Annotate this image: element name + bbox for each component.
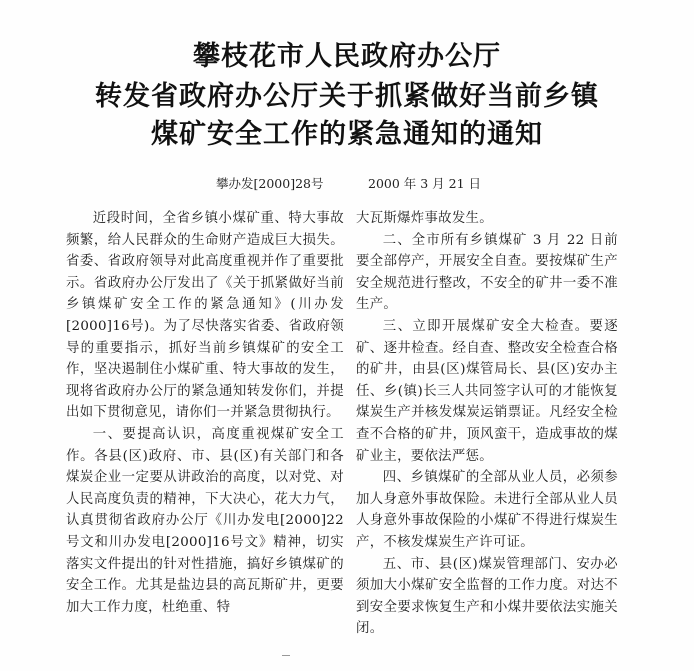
right-column xyxy=(356,208,618,640)
left-column xyxy=(66,208,344,618)
paragraph-continued: 大瓦斯爆炸事故发生。 xyxy=(356,211,493,226)
paragraph-item-3: 三、立即开展煤矿安全大检查。要逐矿、逐井检查。经自查、整改安全检查合格的矿井，由县(区)煤管局长、县(区)安办主任、乡(镇)长三人共同签字认可的才能恢复煤炭生产并核发煤炭运销票证。凡经安全检查不合格的矿井，顶风蛮干，造成事故的煤矿业主，要依法严惩。 xyxy=(356,318,618,464)
document-date: 2000 年 3 月 21 日 xyxy=(368,176,482,191)
paragraph-item-1: 一、要提高认识，高度重视煤矿安全工作。各县(区)政府、市、县(区)有关部门和各煤炭企业一定要从讲政治的高度，以对党、对人民高度负责的精神，下大决心，花大力气，认真贯彻省政府办公厅《川办发电[2000]22号文和川办发电[2000]16号文》精神，切实落实文件提出的针对性措施，搞好乡镇煤矿的安全工作。尤其是盐边县的高瓦斯矿井，更要加大工作力度，杜绝重、特 xyxy=(66,426,344,615)
title-line-1: 攀枝花市人民政府办公厅 xyxy=(193,41,501,72)
paragraph-item-4: 四、乡镇煤矿的全部从业人员，必须参加人身意外事故保险。未进行全部从业人员人身意外事故保险的小煤矿不得进行煤炭生产，不核发煤炭生产许可证。 xyxy=(356,470,618,550)
title-line-3: 煤矿安全工作的紧急通知的通知 xyxy=(151,119,543,150)
document-number: 攀办发[2000]28号 xyxy=(216,176,324,191)
title-line-2: 转发省政府办公厅关于抓紧做好当前乡镇 xyxy=(95,81,599,112)
page-mark xyxy=(282,655,290,656)
paragraph-intro: 近段时间，全省乡镇小煤矿重、特大事故频繁，给人民群众的生命财产造成巨大损失。省委、省政府领导对此高度重视并作了重要批示。省政府办公厅发出了《关于抓紧做好当前乡镇煤矿安全工作的紧急通知》(川办发[2000]16号)。为了尽快落实省委、省政府领导的重要指示，抓好当前乡镇煤矿的安全工作，坚决遏制住小煤矿重、特大事故的发生，现将省政府办公厅的紧急通知转发你们，并提出如下贯彻意见，请你们一并紧急贯彻执行。 xyxy=(66,211,344,421)
paragraph-item-5: 五、市、县(区)煤炭管理部门、安办必须加大小煤矿安全监督的工作力度。对达不到安全要求恢复生产和小煤井要依法实施关闭。 xyxy=(356,556,618,637)
paragraph-item-2: 二、全市所有乡镇煤矿 3 月 22 日前要全部停产，开展安全自查。要按煤矿生产安全规范进行整改，不安全的矿井一委不准生产。 xyxy=(356,232,618,313)
